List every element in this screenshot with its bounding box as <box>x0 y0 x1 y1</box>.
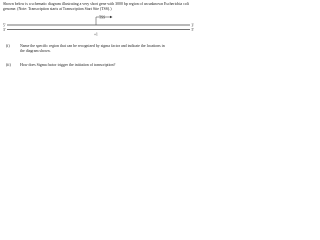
bottom-strand-left-end: 3' <box>3 28 6 32</box>
question-part-2-text: How does Sigma factor trigger the initiation of transcription? <box>20 63 116 67</box>
question-intro: Shown below is a schematic diagram illustrating a very short gene with 3000 bp region of an unknown Escherichia coli genome. (Note: Transcription starts at Transcription Start Site (TSS).) <box>3 2 189 12</box>
top-strand-right-end: 3' <box>191 23 194 28</box>
tss-label: TSS <box>99 15 106 20</box>
gene-diagram <box>0 14 200 38</box>
question-part-1-text: Name the specific region that can be recognized by sigma factor and indicate the locations in the diagram shown. <box>20 44 165 54</box>
question-part-2-number: (ii) <box>6 63 11 67</box>
tss-arrowhead <box>110 16 113 18</box>
top-strand-left-end: 5' <box>3 23 6 28</box>
position-plus-one-label: +1 <box>94 32 98 37</box>
question-part-1-number: (i) <box>6 44 10 48</box>
bottom-strand-right-end: 5' <box>191 28 194 32</box>
